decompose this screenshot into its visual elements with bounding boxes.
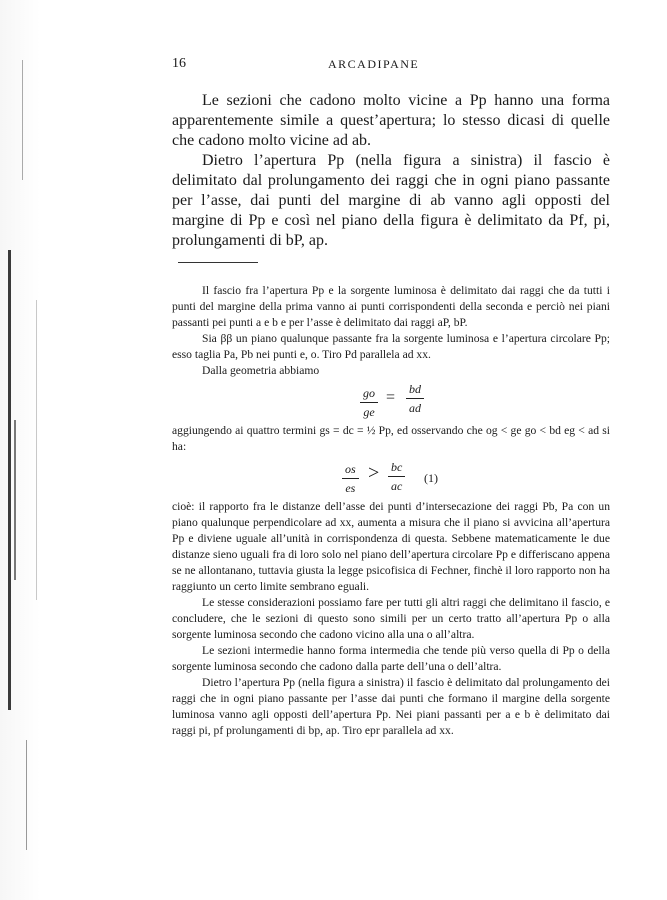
denominator: ad	[409, 401, 421, 415]
paragraph: Le sezioni che cadono molto vicine a Pp hanno una forma apparentemente simile a quest’apertura; lo stesso dicasi di quelle che cadono molto vicine ad ab.	[172, 92, 610, 149]
running-head: ARCADIPANE	[328, 57, 420, 71]
fraction-right	[388, 459, 405, 494]
numerator: bc	[391, 460, 403, 474]
fraction-left	[360, 385, 378, 420]
page-header	[172, 56, 612, 76]
equals-sign: =	[386, 389, 396, 406]
note-paragraph: Il fascio fra l’apertura Pp e la sorgente luminosa è delimitato dai raggi che da tutti i punti del margine della prima vanno ai punti corrispondenti della seconda e perciò nei piani passanti pei punti a e b e per l’asse è delimitato dai raggi aP, bP.	[172, 284, 610, 329]
footnote-block	[172, 283, 610, 739]
numerator: bd	[409, 382, 421, 396]
numerator: os	[345, 462, 356, 476]
footnote-rule	[178, 262, 258, 263]
paragraph: Dietro l’apertura Pp (nella figura a sinistra) il fascio è delimitato dal prolungamento dei raggi che in ogni piano passante per l’asse, dai punti del margine di ab vanno agli opposti del margine di Pp e così nel piano della figura è delimitato da Pf, pi, prolungamenti di bP, ap.	[172, 152, 610, 249]
equation-number: (1)	[424, 471, 438, 485]
main-text	[172, 91, 610, 251]
note-paragraph: Le sezioni intermedie hanno forma intermedia che tende più verso quella di Pp o della sorgente luminosa secondo che cadono dalla parte dell’una o dell’altra.	[172, 644, 610, 673]
note-paragraph: cioè: il rapporto fra le distanze dell’asse dei punti d’intersecazione dei raggi Pb, Pa con un piano qualunque perpendicolare ad xx, aumenta a misura che il piano si avvicina all’apertura Pp e diviene uguale all’unità in corrispondenza di questa. Sebbene matematicamente le due distanze sieno uguali fra di loro solo nel piano dell’apertura circolare Pp e differiscano appena se ne allontanano, tuttavia giusta la legge psicofisica di Fechner, finchè il loro rapporto non ha raggiunto un certo limite sembrano eguali.	[172, 500, 610, 593]
numerator: go	[363, 386, 375, 400]
note-paragraph: Le stesse considerazioni possiamo fare per tutti gli altri raggi che delimitano il fascio, e concludere, che le sezioni di questo sono simili per un certo tratto all’apertura Pp o alla sorgente luminosa secondo che cadono vicino alla una o all’altra.	[172, 596, 610, 641]
note-paragraph: Dietro l’apertura Pp (nella figura a sinistra) il fascio è delimitato dal prolungamento dei raggi che in ogni piano passante per l’asse dai punti che formano il margine della sorgente luminosa vanno agli opposti dell’apertura Pp. Nei piani passanti per a e b è delimitato dai raggi pi, pf prolungamenti di bp, ap. Tiro epr parallela ad xx.	[172, 676, 610, 737]
fraction-right	[406, 381, 424, 416]
formula-inequality	[172, 455, 610, 499]
fraction-left	[342, 461, 359, 496]
note-paragraph: aggiungendo ai quattro termini gs = dc = ½ Pp, ed osservando che og < ge go < bd eg < ad si ha:	[172, 424, 610, 453]
binding-gutter	[0, 0, 62, 900]
denominator: ge	[363, 405, 375, 419]
page-number: 16	[172, 56, 186, 71]
note-paragraph: Sia ββ un piano qualunque passante fra la sorgente luminosa e l’apertura circolare Pp; esso taglia Pa, Pb nei punti e, o. Tiro Pd parallela ad xx.	[172, 332, 610, 361]
denominator: es	[345, 481, 356, 495]
note-paragraph: Dalla geometria abbiamo	[202, 364, 320, 377]
denominator: ac	[391, 479, 403, 493]
formula-ratio	[172, 379, 610, 423]
greater-than-sign: >	[368, 462, 380, 484]
